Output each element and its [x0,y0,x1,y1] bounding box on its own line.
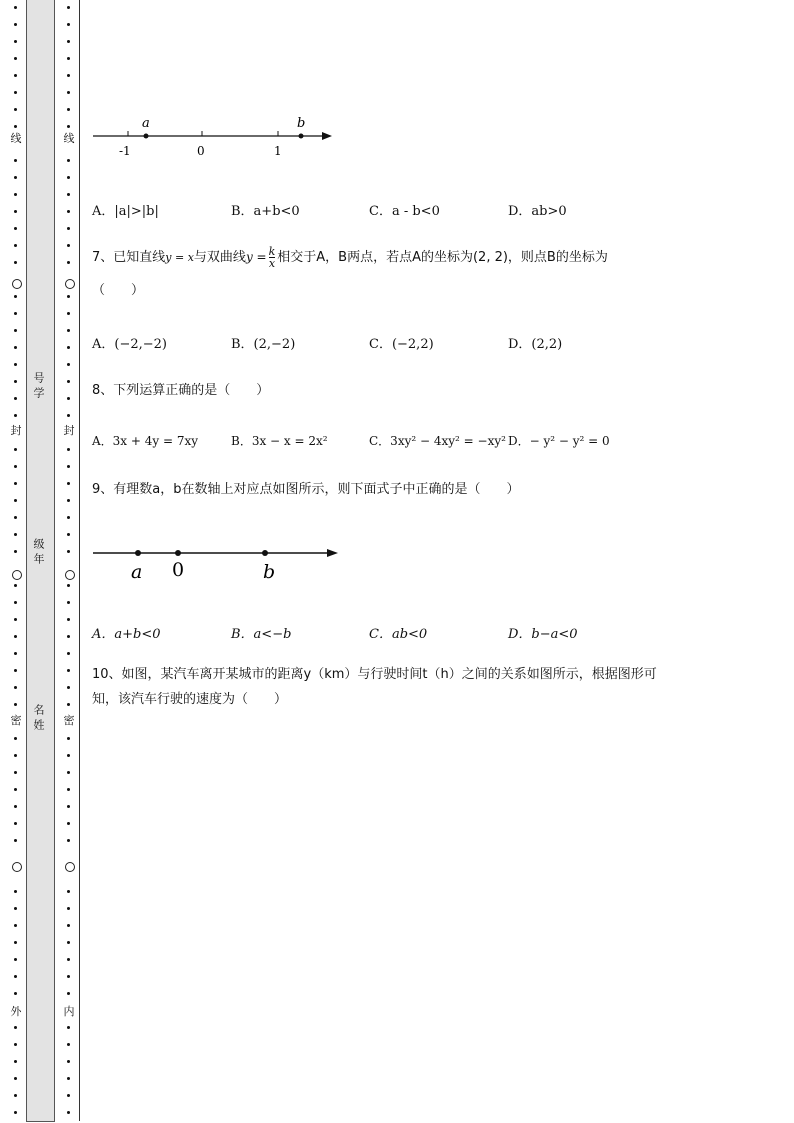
tick-label-zero: 0 [197,144,205,158]
margin-dot [14,1094,17,1097]
margin-dot [67,958,70,961]
margin-dot [67,210,70,213]
margin-dot [14,295,17,298]
point-label-zero: 0 [172,559,185,581]
margin-dot [14,261,17,264]
q7-frac-denominator: x [268,257,276,270]
margin-dot [14,822,17,825]
binding-border-line [79,0,80,1121]
margin-dot [67,312,70,315]
margin-dot [14,601,17,604]
q9-option-b[interactable]: B．a<−b [231,627,292,642]
q6-options [92,200,742,220]
question-7 [92,245,742,270]
margin-dot [14,975,17,978]
q9-option-d[interactable]: D．b−a<0 [508,627,578,642]
margin-dot [67,1060,70,1063]
margin-dot [14,465,17,468]
margin-dot [67,788,70,791]
q8-option-d[interactable]: D．− y² − y² = 0 [508,434,610,448]
field-label-student-number: 号学 [32,372,45,402]
margin-dot [67,329,70,332]
q7-hyperbola-lhs: y = [245,250,267,264]
margin-dot [14,329,17,332]
margin-dot [14,924,17,927]
q7-fraction [269,246,276,269]
margin-dot [14,380,17,383]
margin-dot [14,414,17,417]
margin-dot [67,363,70,366]
margin-dot [14,312,17,315]
margin-dot [67,108,70,111]
q7-option-b[interactable]: B．(2,−2) [231,337,296,352]
margin-dot [67,618,70,621]
margin-dot [67,57,70,60]
margin-dot [14,23,17,26]
margin-dot [14,1026,17,1029]
margin-dot [14,533,17,536]
question-8: 8、下列运算正确的是（ ） [92,383,270,398]
margin-dot [67,91,70,94]
margin-dot [67,499,70,502]
point-zero [175,550,181,556]
margin-dot [67,1043,70,1046]
q8-option-c[interactable]: C．3xy² − 4xy² = −xy² [369,434,506,448]
margin-char-mi: 密 [10,714,22,727]
margin-dot [14,125,17,128]
margin-dot [67,754,70,757]
margin-dot [67,482,70,485]
margin-dot [67,669,70,672]
field-label-name: 名姓 [32,704,45,734]
margin-dot [14,176,17,179]
margin-dot [14,771,17,774]
margin-dot [14,703,17,706]
tick-label-one: 1 [274,144,282,158]
margin-dot [14,1043,17,1046]
margin-dot [14,941,17,944]
margin-char-wai: 外 [10,1005,22,1018]
margin-dot [67,295,70,298]
margin-dot [67,533,70,536]
q8-option-b[interactable]: B．3x − x = 2x² [231,434,328,448]
margin-dot [14,686,17,689]
margin-dot [67,244,70,247]
q7-text-2: 与双曲线 [193,250,246,265]
margin-dot [14,958,17,961]
q7-option-a[interactable]: A．(−2,−2) [92,337,167,352]
margin-dot [14,1077,17,1080]
question-10-line-2: 知，该汽车行驶的速度为（ ） [92,692,288,707]
tick-label-minus-one: -1 [119,144,131,158]
margin-dot [67,6,70,9]
margin-dot [14,91,17,94]
margin-dot [14,992,17,995]
margin-dot [67,924,70,927]
margin-dot [67,941,70,944]
margin-dot [67,601,70,604]
margin-dot [67,550,70,553]
margin-dot [67,584,70,587]
margin-dot [67,635,70,638]
margin-char-nei: 内 [63,1005,75,1018]
point-b [299,134,304,139]
margin-dot [14,805,17,808]
margin-dot [67,907,70,910]
axis-arrow [327,549,338,557]
margin-dot [14,210,17,213]
margin-dot [14,550,17,553]
margin-dot [67,805,70,808]
q6-option-b[interactable]: B．a+b<0 [231,204,300,219]
q7-option-d[interactable]: D．(2,2) [508,337,563,352]
margin-dot [67,652,70,655]
margin-dot [14,57,17,60]
margin-dot [14,108,17,111]
q8-option-a[interactable]: A．3x + 4y = 7xy [92,434,199,448]
number-line-q9 [88,538,344,586]
margin-dot [14,516,17,519]
point-a [135,550,141,556]
q7-text-1: 7、已知直线 [92,250,166,265]
margin-dot [14,635,17,638]
margin-circle [65,279,75,289]
inner-dotted-line [64,0,74,1123]
q7-frac-numerator: k [268,245,276,258]
margin-dot [14,193,17,196]
margin-dot [14,754,17,757]
margin-dot [67,74,70,77]
margin-dot [14,1060,17,1063]
margin-circle [65,862,75,872]
margin-dot [67,414,70,417]
margin-dot [67,703,70,706]
q8-options [92,432,742,452]
margin-dot [67,737,70,740]
margin-dot [14,907,17,910]
point-label-b: b [297,116,306,131]
margin-dot [14,346,17,349]
margin-dot [67,448,70,451]
margin-dot [14,244,17,247]
margin-dot [14,788,17,791]
q7-options [92,333,742,353]
margin-char-mi-inner: 密 [63,714,75,727]
point-a [144,134,149,139]
margin-char-feng-inner: 封 [63,424,75,437]
q9-option-a[interactable]: A．a+b<0 [92,627,161,642]
margin-dot [67,839,70,842]
margin-circle [65,570,75,580]
q9-option-c[interactable]: C．ab<0 [369,627,428,642]
margin-dot [67,125,70,128]
margin-dot [14,363,17,366]
margin-dot [14,448,17,451]
question-10-line-1: 10、如图，某汽车离开某城市的距离y（km）与行驶时间t（h）之间的关系如图所示，根据图形可 [92,667,657,682]
margin-dot [67,346,70,349]
margin-dot [67,1094,70,1097]
margin-circle [12,862,22,872]
margin-dot [67,159,70,162]
margin-dot [14,652,17,655]
point-b [262,550,268,556]
binding-margin [0,0,82,1123]
margin-dot [14,227,17,230]
margin-dot [67,686,70,689]
margin-dot [67,193,70,196]
q7-option-c[interactable]: C．(−2,2) [369,337,434,352]
margin-dot [14,40,17,43]
margin-dot [14,1111,17,1114]
field-label-grade: 级年 [32,538,45,568]
margin-char-xian-inner: 线 [63,132,75,145]
margin-dot [67,176,70,179]
point-label-b: b [263,561,276,583]
point-label-a: a [142,116,150,131]
margin-circle [12,570,22,580]
margin-dot [14,6,17,9]
margin-dot [14,74,17,77]
q7-line-equation: y = x [165,251,194,264]
q7-answer-blank: （ ） [92,283,145,298]
margin-dot [67,40,70,43]
margin-char-xian: 线 [10,132,22,145]
q7-text-3: 相交于A，B两点，若点A的坐标为(2, 2)，则点B的坐标为 [277,250,608,265]
margin-dot [14,584,17,587]
margin-dot [67,822,70,825]
q9-options [92,623,742,643]
margin-dot [14,737,17,740]
number-line-q6 [88,112,338,164]
axis-arrow [322,132,332,140]
question-9: 9、有理数a，b在数轴上对应点如图所示，则下面式子中正确的是（ ） [92,482,520,497]
margin-dot [14,839,17,842]
q6-option-d[interactable]: D．ab>0 [508,204,567,219]
point-label-a: a [131,561,143,583]
margin-dot [67,261,70,264]
margin-dot [14,669,17,672]
margin-dot [14,890,17,893]
margin-dot [14,499,17,502]
margin-dot [14,159,17,162]
margin-dot [67,227,70,230]
margin-dot [67,992,70,995]
margin-char-feng: 封 [10,424,22,437]
margin-dot [67,23,70,26]
margin-dot [67,516,70,519]
margin-dot [67,1111,70,1114]
margin-dot [14,618,17,621]
margin-dot [14,482,17,485]
margin-dot [14,397,17,400]
q6-option-c[interactable]: C．a - b<0 [369,204,440,219]
margin-dot [67,771,70,774]
margin-dot [67,465,70,468]
margin-dot [67,975,70,978]
margin-dot [67,1077,70,1080]
q6-option-a[interactable]: A．|a|>|b| [92,204,159,219]
outer-dotted-line [11,0,21,1123]
margin-dot [67,890,70,893]
margin-dot [67,1026,70,1029]
margin-circle [12,279,22,289]
margin-dot [67,397,70,400]
margin-dot [67,380,70,383]
